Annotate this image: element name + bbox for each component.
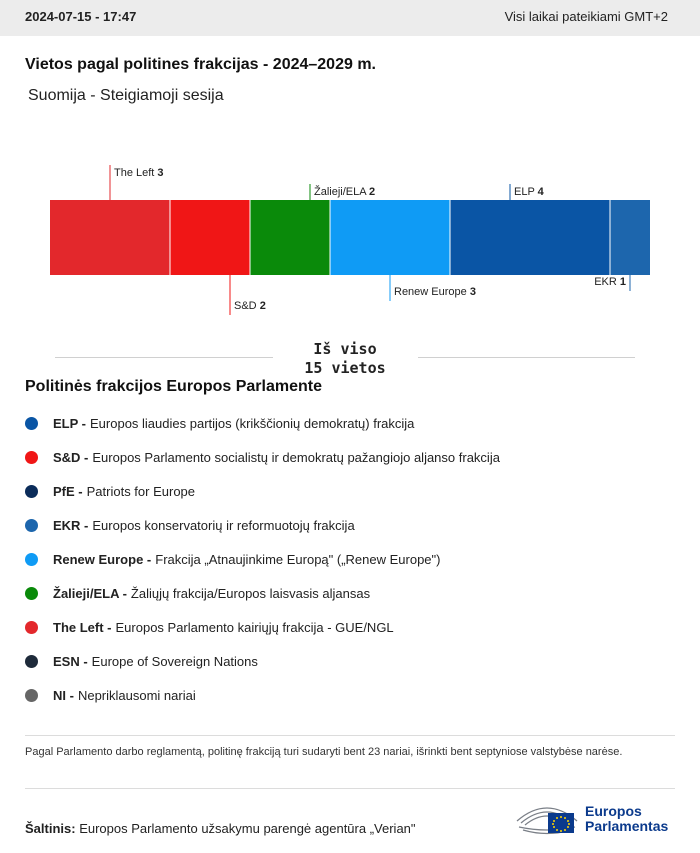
source [25,821,416,836]
legend-color-dot [25,451,38,464]
legend-desc: Nepriklausomi nariai [77,687,196,703]
legend-item [25,440,685,474]
logo-line-2: Parlamentas [585,818,669,834]
legend-color-dot [25,519,38,532]
legend-color-dot [25,655,38,668]
segment-label: The Left 3 [114,167,164,179]
legend-item [25,542,685,576]
legend-color-dot [25,621,38,634]
legend-color-dot [25,417,38,430]
legend-color-dot [25,689,38,702]
segment-label: Renew Europe 3 [394,286,476,298]
bar-segment [450,200,610,275]
legend-abbr: EKR - [53,517,89,533]
legend-title: Politinės frakcijos Europos Parlamente [25,378,322,395]
legend-desc: Europe of Sovereign Nations [91,653,258,669]
legend-abbr: ESN - [53,653,88,669]
source-label: Šaltinis: [25,821,76,836]
bar-segment [170,200,250,275]
legend-color-dot [25,587,38,600]
legend-desc: Patriots for Europe [86,483,196,499]
legend-desc: Europos Parlamento socialistų ir demokratų pažangiojo aljanso frakcija [92,449,500,465]
legend-abbr: The Left - [53,619,112,635]
total-divider-left [55,357,273,358]
segment-label: ELP 4 [514,186,544,198]
rules-note: Pagal Parlamento darbo reglamentą, politinę frakciją turi sudaryti bent 23 nariai, išrinkti bent septyniose valstybėse narėse. [25,746,623,758]
hemicycle-icon [515,797,579,837]
legend-abbr: Renew Europe - [53,551,152,567]
bar-segment [250,200,330,275]
legend-desc: Europos Parlamento kairiųjų frakcija - GUE/NGL [115,619,394,635]
bar-segment [610,200,650,275]
segment-label: EKR 1 [594,276,626,288]
segment-label: Žalieji/ELA 2 [314,186,376,198]
legend-desc: Europos liaudies partijos (krikščionių demokratų) frakcija [90,415,415,431]
datetime: 2024-07-15 - 17:47 [25,9,137,24]
legend-abbr: ELP - [53,415,86,431]
total-seats-label: Iš viso 15 vietos [304,340,386,377]
legend-desc: Frakcija „Atnaujinkime Europą" („Renew Europe") [155,551,441,567]
legend-abbr: PfE - [53,483,83,499]
legend [25,406,685,712]
segment-label: S&D 2 [234,300,266,312]
legend-abbr: NI - [53,687,74,703]
divider [25,788,675,789]
legend-item [25,576,685,610]
source-text: Europos Parlamento užsakymu parengė agentūra „Verian" [79,821,416,836]
legend-item [25,644,685,678]
legend-desc: Europos konservatorių ir reformuotojų frakcija [92,517,355,533]
legend-item [25,474,685,508]
legend-color-dot [25,553,38,566]
bar-segment [330,200,450,275]
top-bar [0,0,700,36]
legend-item [25,678,685,712]
logo-text [585,804,668,834]
divider [25,735,675,736]
legend-item [25,406,685,440]
legend-abbr: S&D - [53,449,89,465]
total-seats [55,338,635,378]
page-title: Vietos pagal politines frakcijas - 2024–2029 m. [25,56,376,73]
seat-chart [0,150,700,320]
bar-segment [50,200,170,275]
total-divider-right [418,357,635,358]
legend-color-dot [25,485,38,498]
legend-abbr: Žalieji/ELA - [53,585,127,601]
legend-item [25,610,685,644]
timezone-note: Visi laikai pateikiami GMT+2 [504,9,668,24]
legend-desc: Žaliųjų frakcija/Europos laisvasis aljansas [130,585,371,601]
logo-line-1: Europos [585,803,642,819]
legend-item [25,508,685,542]
ep-logo [515,797,685,837]
page-subtitle: Suomija - Steigiamoji sesija [28,87,224,104]
